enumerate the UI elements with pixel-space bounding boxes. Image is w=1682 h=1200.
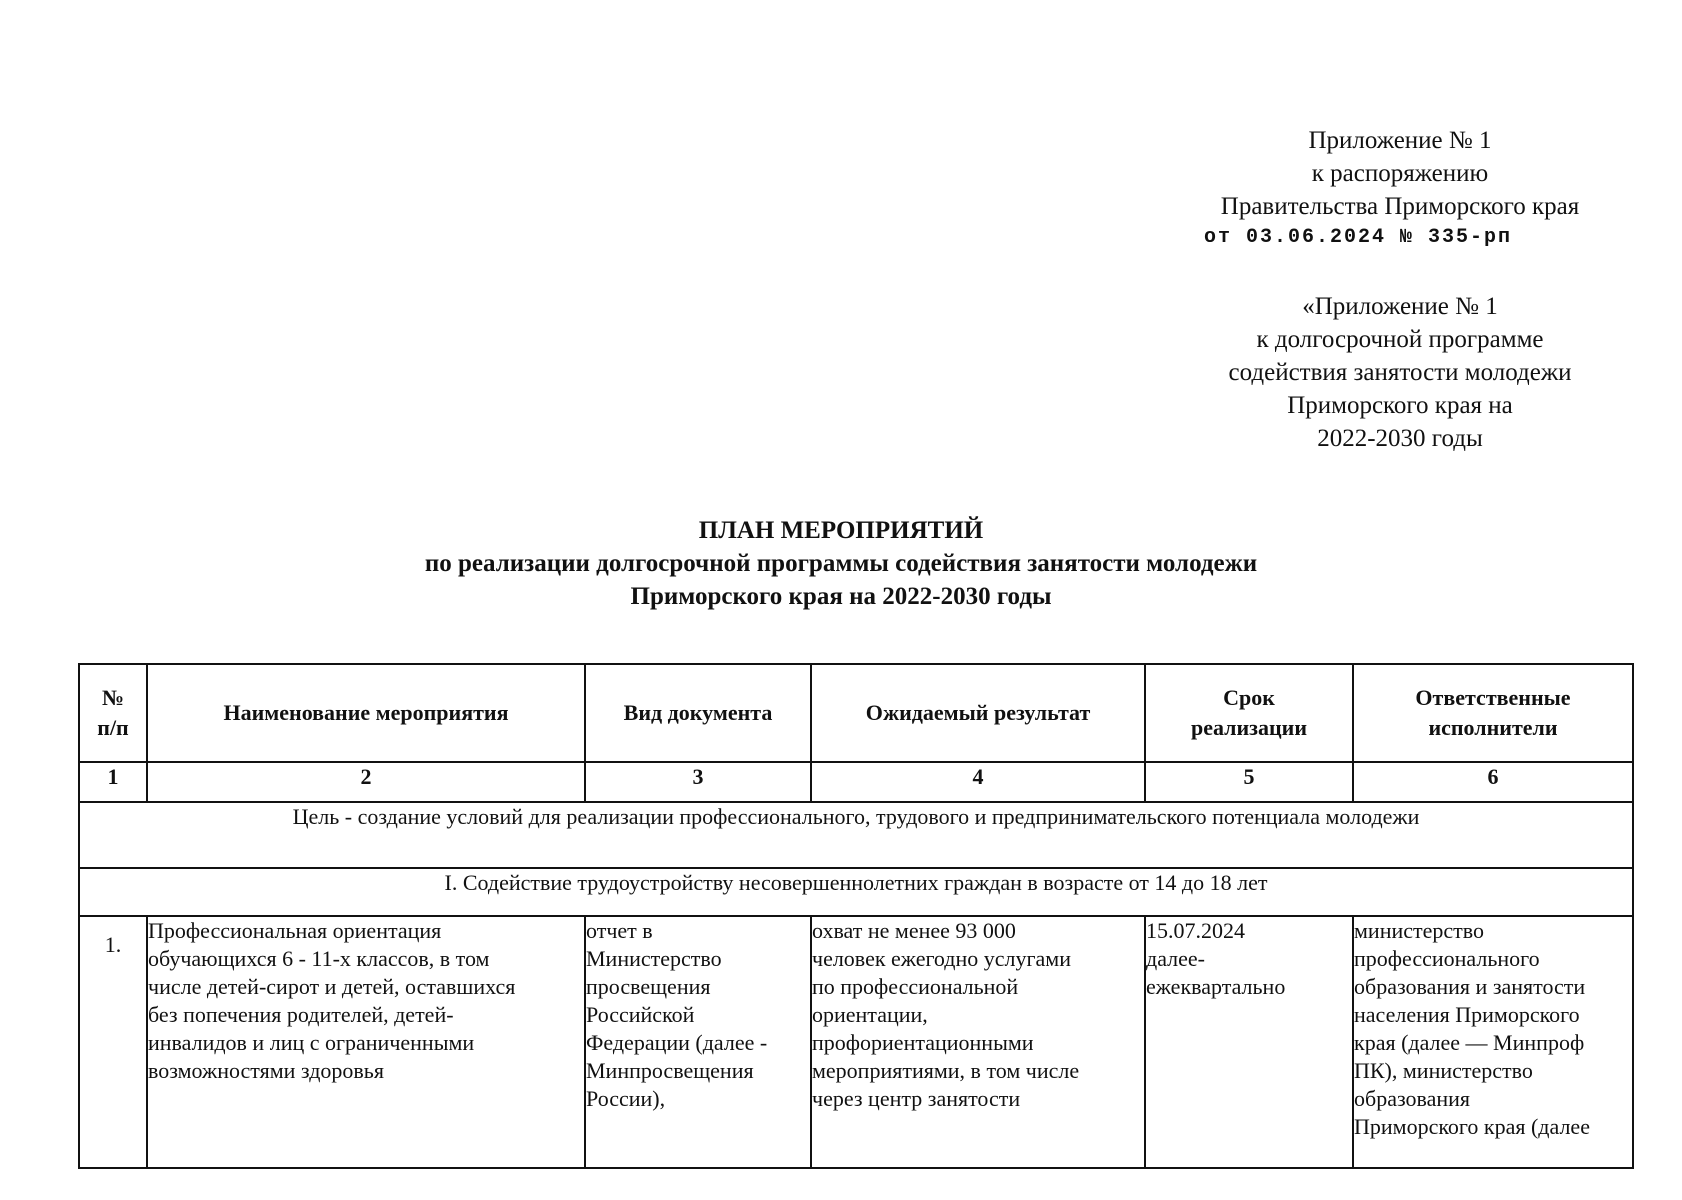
column-number-cell: 4 xyxy=(811,762,1145,802)
approval-line-2: к распоряжению xyxy=(1311,160,1489,187)
header-document-type: Вид документа xyxy=(585,664,811,762)
approval-line-3: Правительства Приморского края xyxy=(1220,193,1580,220)
goal-cell: Цель - создание условий для реализации профессионального, трудового и предпринимательского потенциала молодежи xyxy=(79,802,1633,868)
column-number-row xyxy=(79,762,1633,802)
section-row xyxy=(79,868,1633,916)
column-number-cell: 6 xyxy=(1353,762,1633,802)
header-number: № п/п xyxy=(79,664,147,762)
plan-table xyxy=(78,663,1634,1169)
plan-title: ПЛАН МЕРОПРИЯТИЙ xyxy=(698,517,984,544)
section-heading-cell: I. Содействие трудоустройству несовершеннолетних граждан в возрасте от 14 до 18 лет xyxy=(79,868,1633,916)
annex-line-4: Приморского края на xyxy=(1287,392,1513,419)
approval-date-number-stamp: от 03.06.2024 № 335-рп xyxy=(1204,226,1513,249)
plan-subtitle-line-2: Приморского края на 2022-2030 годы xyxy=(630,583,1052,610)
plan-title-block xyxy=(0,514,1682,613)
annex-line-1: «Приложение № 1 xyxy=(1302,293,1498,320)
expected-result-cell: охват не менее 93 000 человек ежегодно услугами по профессиональной ориентации, профориентационными мероприятиями, в том числе через центр занятости xyxy=(811,916,1145,1168)
annex-line-5: 2022-2030 годы xyxy=(1317,425,1483,452)
annex-line-2: к долгосрочной программе xyxy=(1256,326,1544,353)
approval-line-1: Приложение № 1 xyxy=(1308,127,1492,154)
approval-block xyxy=(1180,124,1620,253)
column-number-cell: 1 xyxy=(79,762,147,802)
annex-line-3: содействия занятости молодежи xyxy=(1228,359,1572,386)
table-header-row xyxy=(79,664,1633,762)
header-expected-result: Ожидаемый результат xyxy=(811,664,1145,762)
annex-block xyxy=(1180,290,1620,455)
event-name-cell: Профессиональная ориентация обучающихся 6 - 11-х классов, в том числе детей-сирот и детей, оставшихся без попечения родителей, детей- инвалидов и лиц с ограниченными возможностями здоровья xyxy=(147,916,585,1168)
document-type-cell: отчет в Министерство просвещения Российской Федерации (далее - Минпросвещения России), xyxy=(585,916,811,1168)
column-number-cell: 3 xyxy=(585,762,811,802)
term-cell: 15.07.2024 далее- ежеквартально xyxy=(1145,916,1353,1168)
plan-subtitle-line-1: по реализации долгосрочной программы содействия занятости молодежи xyxy=(424,550,1258,577)
goal-row xyxy=(79,802,1633,868)
header-term: Срок реализации xyxy=(1145,664,1353,762)
column-number-cell: 5 xyxy=(1145,762,1353,802)
row-number-cell: 1. xyxy=(79,916,147,1168)
responsible-cell: министерство профессионального образования и занятости населения Приморского края (далее — Минпроф ПК), министерство образования Приморского края (далее xyxy=(1353,916,1633,1168)
table-row xyxy=(79,916,1633,1168)
column-number-cell: 2 xyxy=(147,762,585,802)
header-event-name: Наименование мероприятия xyxy=(147,664,585,762)
header-responsible: Ответственные исполнители xyxy=(1353,664,1633,762)
